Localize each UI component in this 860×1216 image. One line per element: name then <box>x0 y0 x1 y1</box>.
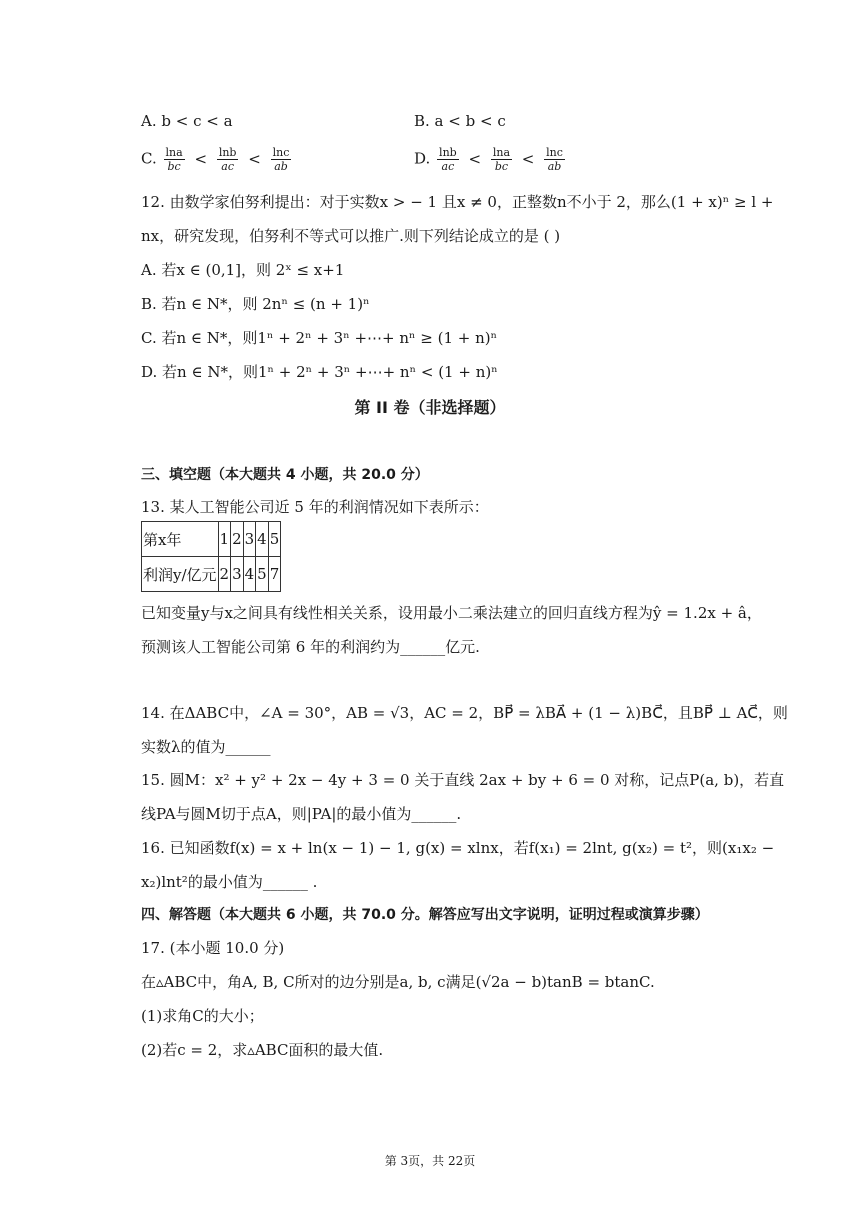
fraction: $\frac{\ln b}{ac}$ <box>218 146 237 173</box>
q12-option-c: C. 若n ∈ N*，则1ⁿ + 2ⁿ + 3ⁿ +⋯+ nⁿ ≥ (1 + n)ⁿ <box>141 329 498 347</box>
q17-part1: (1)求角C的大小； <box>141 1007 264 1025</box>
q11-option-a: A. b < c < a <box>141 112 233 130</box>
q17-part2: (2)若c = 2，求▵ABC面积的最大值. <box>141 1041 384 1059</box>
q17-header: 17. (本小题 10.0 分) <box>141 939 285 957</box>
table-cell: 1 <box>218 522 231 557</box>
fraction: $\frac{\ln a}{bc}$ <box>165 146 183 173</box>
q13-line2: 预测该人工智能公司第 6 年的利润约为______亿元. <box>141 638 480 656</box>
q13-line1: 已知变量y与x之间具有线性相关关系，设用最小二乘法建立的回归直线方程为ŷ = 1.2x + â， <box>141 604 762 622</box>
table-cell: 3 <box>231 557 244 592</box>
page-footer: 第 3页，共 22页 <box>384 1154 476 1168</box>
profit-table <box>141 521 281 592</box>
q12-option-b: B. 若n ∈ N*，则 2nⁿ ≤ (n + 1)ⁿ <box>141 295 370 313</box>
q15-line1: 15. 圆M：x² + y² + 2x − 4y + 3 = 0 关于直线 2ax + by + 6 = 0 对称，记点P(a, b)，若直 <box>141 771 785 789</box>
section4-title: 四、解答题（本大题共 6 小题，共 70.0 分。解答应写出文字说明，证明过程或演算步骤） <box>141 907 709 923</box>
less-than: < <box>248 149 261 168</box>
q11-option-c-label: C. <box>141 149 157 168</box>
table-row <box>142 557 281 592</box>
q12-option-d: D. 若n ∈ N*，则1ⁿ + 2ⁿ + 3ⁿ +⋯+ nⁿ < (1 + n)ⁿ <box>141 363 498 381</box>
table-cell: 5 <box>256 557 269 592</box>
table-cell: 4 <box>243 557 256 592</box>
q13-intro: 13. 某人工智能公司近 5 年的利润情况如下表所示： <box>141 498 489 516</box>
fraction: $\frac{\ln c}{ab}$ <box>272 146 290 173</box>
table-cell: 2 <box>231 522 244 557</box>
part2-title: 第 II 卷（非选择题） <box>354 398 506 417</box>
less-than: < <box>521 149 535 168</box>
table-cell: 利润y/亿元 <box>142 557 219 592</box>
q12-stem-line1: 12. 由数学家伯努利提出：对于实数x > − 1 且x ≠ 0，正整数n不小于 2，那么(1 + x)ⁿ ≥ l + <box>141 193 774 211</box>
table-row <box>142 522 281 557</box>
table-cell: 第x年 <box>142 522 219 557</box>
q17-stem: 在▵ABC中，角A, B, C所对的边分别是a, b, c满足(√2a − b)tanB = btanC. <box>141 973 655 991</box>
table-cell: 2 <box>218 557 231 592</box>
q11-option-b: B. a < b < c <box>414 112 506 130</box>
less-than: < <box>468 149 482 168</box>
fraction: $\frac{\ln a}{bc}$ <box>492 146 511 173</box>
table-cell: 5 <box>268 522 281 557</box>
q14-line2: 实数λ的值为______ <box>141 738 271 756</box>
q12-stem-line2: nx，研究发现，伯努利不等式可以推广.则下列结论成立的是 ( ) <box>141 227 561 245</box>
q11-option-c <box>141 146 293 173</box>
q11-option-d-label: D. <box>414 149 431 168</box>
q11-option-d <box>414 146 567 173</box>
q16-line2: x₂)lnt²的最小值为______ . <box>141 873 318 891</box>
section3-title: 三、填空题（本大题共 4 小题，共 20.0 分） <box>141 467 429 483</box>
table-cell: 3 <box>243 522 256 557</box>
q16-line1: 16. 已知函数f(x) = x + ln(x − 1) − 1, g(x) = xlnx，若f(x₁) = 2lnt, g(x₂) = t²，则(x₁x₂ − <box>141 839 775 857</box>
less-than: < <box>194 149 208 168</box>
fraction: $\frac{\ln b}{ac}$ <box>439 146 457 173</box>
fraction: $\frac{\ln c}{ab}$ <box>546 146 563 173</box>
q14-line1: 14. 在ΔABC中，∠A = 30°，AB = √3，AC = 2，BP⃗ = λBA⃗ + (1 − λ)BC⃗，且BP⃗ ⊥ AC⃗，则 <box>141 704 788 722</box>
q15-line2: 线PA与圆M切于点A，则|PA|的最小值为______. <box>141 805 462 823</box>
table-cell: 4 <box>256 522 269 557</box>
table-cell: 7 <box>268 557 281 592</box>
q12-option-a: A. 若x ∈ (0,1]，则 2ˣ ≤ x+1 <box>141 261 345 279</box>
